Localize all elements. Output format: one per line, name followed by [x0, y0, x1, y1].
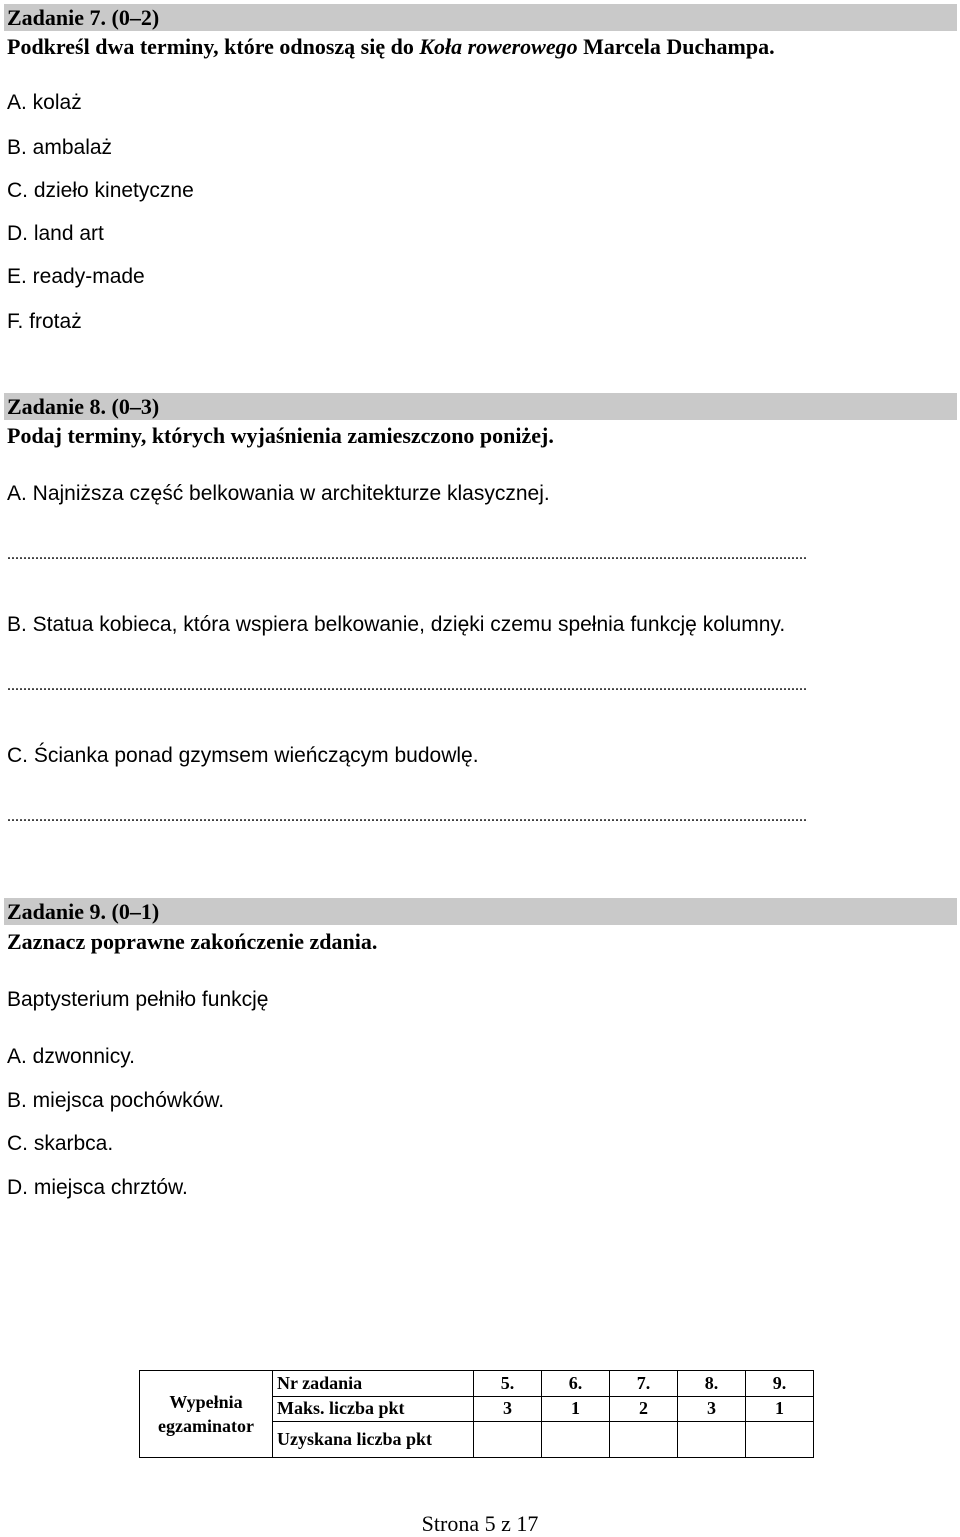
score-table: [139, 1370, 814, 1458]
task7-option-c: C. dzieło kinetyczne: [7, 179, 194, 202]
task7-instruction-pre: Podkreśl dwa terminy, które odnoszą się do: [7, 34, 420, 59]
task7-instruction: [7, 33, 775, 60]
score-table-earned-cell[interactable]: [610, 1422, 678, 1458]
score-table-max-points: 1: [746, 1396, 814, 1422]
score-table-label-max-points: Maks. liczba pkt: [273, 1396, 474, 1422]
score-table-label-task-number: Nr zadania: [273, 1371, 474, 1397]
score-table-earned-cell[interactable]: [474, 1422, 542, 1458]
task8-instruction: Podaj terminy, których wyjaśnienia zamieszczono poniżej.: [7, 423, 554, 448]
score-table-label-earned-points: Uzyskana liczba pkt: [273, 1422, 474, 1458]
task7-instruction-italic: Koła rowerowego: [419, 34, 578, 59]
score-table-filler-line1: Wypełnia: [169, 1392, 243, 1412]
task8-answer-line-c[interactable]: ........................................................................................................................................................................................................: [7, 808, 807, 825]
task9-stem: Baptysterium pełniło funkcję: [7, 988, 269, 1011]
task7-option-d: D. land art: [7, 222, 104, 245]
task7-header: Zadanie 7. (0–2): [7, 5, 160, 30]
task9-header: Zadanie 9. (0–1): [7, 899, 160, 924]
score-table-task-number: 5.: [474, 1371, 542, 1397]
score-table-earned-cell[interactable]: [746, 1422, 814, 1458]
task7-option-a: A. kolaż: [7, 91, 82, 114]
score-table-filler-line2: egzaminator: [158, 1416, 254, 1436]
score-table-max-points: 1: [542, 1396, 610, 1422]
task8-answer-line-a[interactable]: ........................................................................................................................................................................................................: [7, 546, 807, 563]
score-table-task-number: 7.: [610, 1371, 678, 1397]
score-table-max-points: 3: [474, 1396, 542, 1422]
score-table-filler: [140, 1371, 273, 1458]
task7-instruction-post: Marcela Duchampa.: [577, 34, 775, 59]
task9-option-d[interactable]: D. miejsca chrztów.: [7, 1176, 188, 1199]
score-table-earned-cell[interactable]: [678, 1422, 746, 1458]
task9-option-b[interactable]: B. miejsca pochówków.: [7, 1089, 225, 1112]
score-table-earned-cell[interactable]: [542, 1422, 610, 1458]
task8-item-c: C. Ścianka ponad gzymsem wieńczącym budowlę.: [7, 744, 479, 767]
page-footer: Strona 5 z 17: [421, 1511, 539, 1536]
score-table-task-number: 8.: [678, 1371, 746, 1397]
score-table-task-number: 9.: [746, 1371, 814, 1397]
task9-instruction: Zaznacz poprawne zakończenie zdania.: [7, 929, 378, 954]
task8-item-a: A. Najniższa część belkowania w architekturze klasycznej.: [7, 482, 550, 505]
task8-answer-line-b[interactable]: ........................................................................................................................................................................................................: [7, 677, 807, 694]
task8-item-b: B. Statua kobieca, która wspiera belkowanie, dzięki czemu spełnia funkcję kolumny.: [7, 613, 786, 636]
score-table-max-points: 2: [610, 1396, 678, 1422]
task8-header: Zadanie 8. (0–3): [7, 394, 160, 419]
task9-option-c[interactable]: C. skarbca.: [7, 1132, 114, 1155]
task9-option-a[interactable]: A. dzwonnicy.: [7, 1045, 135, 1068]
task7-option-e: E. ready-made: [7, 265, 145, 288]
score-table-task-number: 6.: [542, 1371, 610, 1397]
task7-option-b: B. ambalaż: [7, 136, 113, 159]
score-table-max-points: 3: [678, 1396, 746, 1422]
score-table-row-task-numbers: [140, 1371, 814, 1397]
task7-option-f: F. frotaż: [7, 310, 82, 333]
